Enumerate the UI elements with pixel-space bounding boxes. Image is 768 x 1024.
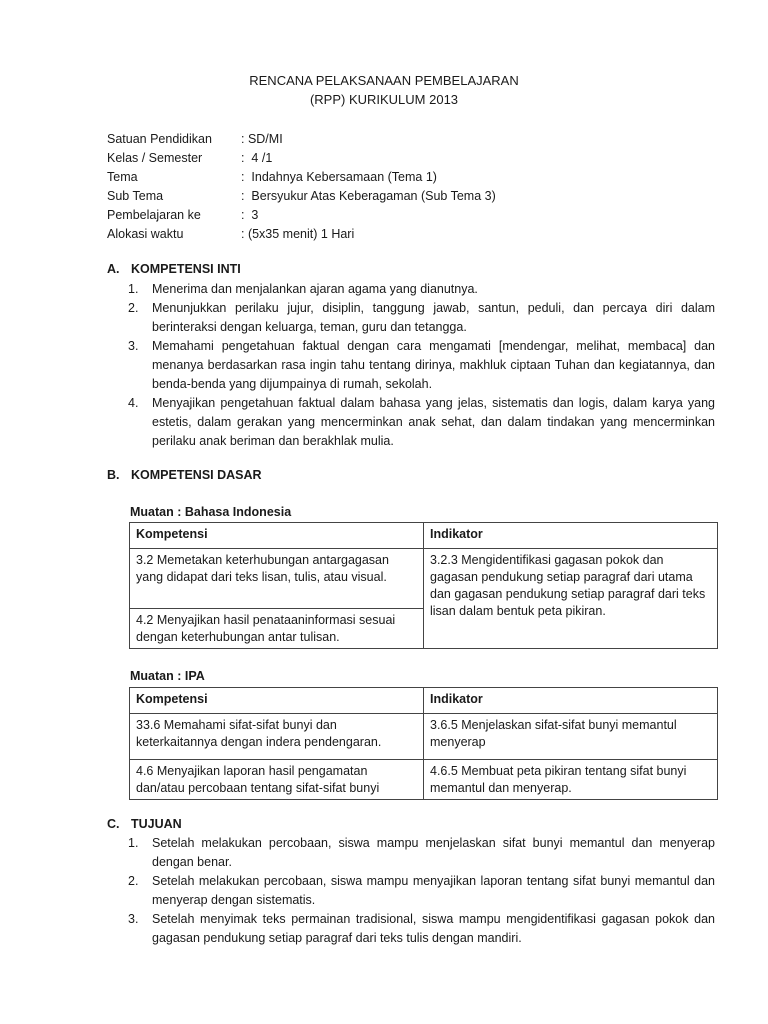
table-header-row	[130, 688, 718, 714]
meta-value: : 3	[241, 208, 259, 222]
list-item	[128, 337, 715, 394]
item-number: 3.	[128, 339, 139, 353]
item-number: 2.	[128, 301, 139, 315]
list-item	[128, 280, 715, 299]
item-number: 1.	[128, 836, 139, 850]
muatan-bahasa-label: Muatan : Bahasa Indonesia	[130, 505, 292, 519]
section-letter: B.	[107, 468, 120, 482]
meta-row-pembelajaran	[107, 206, 667, 225]
document-title-line1: RENCANA PELAKSANAAN PEMBELAJARAN	[249, 73, 519, 88]
indikator-cell: 3.2.3 Mengidentifikasi gagasan pokok dan gagasan pendukung setiap paragraf dari utama dan gagasan pendukung setiap paragraf dari teks lisan dalam bentuk peta pikiran.	[424, 549, 718, 649]
meta-value: : 4 /1	[241, 151, 273, 165]
section-c-heading	[107, 817, 182, 831]
kompetensi-cell: 33.6 Memahami sifat-sifat bunyi dan keterkaitannya dengan indera pendengaran.	[130, 714, 424, 760]
meta-row-kelas	[107, 149, 667, 168]
section-title: TUJUAN	[131, 817, 182, 831]
list-item	[128, 299, 715, 337]
list-item	[128, 872, 715, 910]
item-text: Menunjukkan perilaku jujur, disiplin, tanggung jawab, santun, peduli, dan percaya diri dalam berinteraksi dengan keluarga, teman, guru dan tetangga.	[152, 301, 715, 334]
section-letter: C.	[107, 817, 120, 831]
item-number: 1.	[128, 282, 139, 296]
item-number: 2.	[128, 874, 139, 888]
section-b-heading	[107, 468, 262, 482]
meta-label: Kelas / Semester	[107, 151, 203, 165]
kompetensi-cell: 3.2 Memetakan keterhubungan antargagasan yang didapat dari teks lisan, tulis, atau visual.	[130, 549, 424, 609]
list-item	[128, 394, 715, 451]
table-row	[130, 549, 718, 609]
identity-block	[107, 130, 667, 244]
meta-value: : (5x35 menit) 1 Hari	[241, 227, 355, 241]
indikator-cell: 3.6.5 Menjelaskan sifat-sifat bunyi memantul menyerap	[424, 714, 718, 760]
header-kompetensi: Kompetensi	[130, 523, 424, 549]
header-indikator: Indikator	[424, 523, 718, 549]
kd-table-ipa	[129, 687, 718, 800]
meta-label: Satuan Pendidikan	[107, 132, 212, 146]
meta-label: Alokasi waktu	[107, 227, 184, 241]
document-title-line2: (RPP) KURIKULUM 2013	[309, 92, 459, 107]
table-row	[130, 714, 718, 760]
item-text: Setelah melakukan percobaan, siswa mampu menyajikan laporan tentang sifat bunyi memantul dan menyerap dengan sistematis.	[152, 874, 715, 907]
header-indikator: Indikator	[424, 688, 718, 714]
meta-label: Sub Tema	[107, 189, 164, 203]
indikator-cell: 4.6.5 Membuat peta pikiran tentang sifat bunyi memantul dan menyerap.	[424, 760, 718, 800]
section-title: KOMPETENSI DASAR	[131, 468, 262, 482]
item-text: Setelah menyimak teks permainan tradisional, siswa mampu mengidentifikasi gagasan pokok dan gagasan pendukung setiap paragraf dari teks tulis dengan mandiri.	[152, 912, 715, 945]
list-item	[128, 834, 715, 872]
header-kompetensi: Kompetensi	[130, 688, 424, 714]
kompetensi-inti-list	[128, 280, 715, 451]
item-text: Setelah melakukan percobaan, siswa mampu menjelaskan sifat bunyi memantul dan menyerap dengan benar.	[152, 836, 715, 869]
item-number: 4.	[128, 396, 139, 410]
kompetensi-cell: 4.6 Menyajikan laporan hasil pengamatan dan/atau percobaan tentang sifat-sifat bunyi	[130, 760, 424, 800]
meta-row-subtema	[107, 187, 667, 206]
muatan-ipa-label: Muatan : IPA	[130, 669, 205, 683]
section-letter: A.	[107, 262, 120, 276]
meta-value: : Bersyukur Atas Keberagaman (Sub Tema 3)	[241, 189, 496, 203]
list-item	[128, 910, 715, 948]
item-text: Menyajikan pengetahuan faktual dalam bahasa yang jelas, sistematis dan logis, dalam karya yang estetis, dalam gerakan yang mencerminkan anak sehat, dan dalam tindakan yang mencerminkan perilaku anak beriman dan berakhlak mulia.	[152, 396, 715, 448]
item-text: Menerima dan menjalankan ajaran agama yang dianutnya.	[152, 282, 478, 296]
kompetensi-cell: 4.2 Menyajikan hasil penataaninformasi sesuai dengan keterhubungan antar tulisan.	[130, 609, 424, 649]
meta-value: : Indahnya Kebersamaan (Tema 1)	[241, 170, 437, 184]
section-a-heading	[107, 262, 241, 276]
table-row	[130, 760, 718, 800]
meta-label: Pembelajaran ke	[107, 208, 201, 222]
meta-row-satuan	[107, 130, 667, 149]
meta-value: : SD/MI	[241, 132, 283, 146]
item-number: 3.	[128, 912, 139, 926]
meta-row-alokasi	[107, 225, 667, 244]
item-text: Memahami pengetahuan faktual dengan cara mengamati [mendengar, melihat, membaca] dan menanya berdasarkan rasa ingin tahu tentang dirinya, makhluk ciptaan Tuhan dan kegiatannya, dan benda-benda yang dijumpainya di rumah, sekolah.	[152, 339, 715, 391]
kd-table-bahasa	[129, 522, 718, 649]
section-title: KOMPETENSI INTI	[131, 262, 241, 276]
tujuan-list	[128, 834, 715, 948]
meta-label: Tema	[107, 170, 138, 184]
table-header-row	[130, 523, 718, 549]
meta-row-tema	[107, 168, 667, 187]
